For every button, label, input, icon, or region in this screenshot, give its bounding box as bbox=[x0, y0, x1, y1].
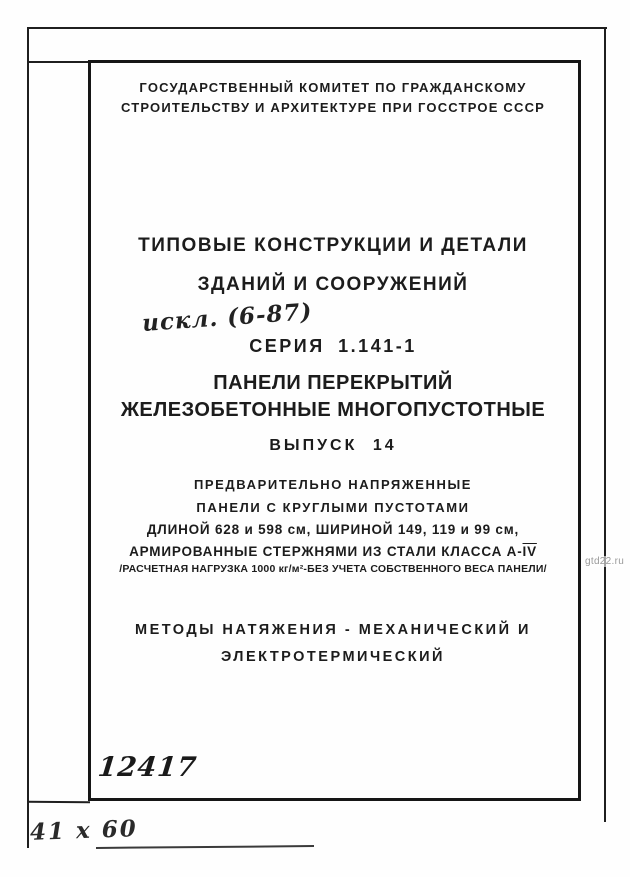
content-frame bbox=[88, 60, 581, 801]
dimensions-line: ДЛИНОЙ 628 и 598 см, ШИРИНОЙ 149, 119 и 99 см, bbox=[146, 522, 520, 537]
panel-description bbox=[91, 473, 575, 519]
reinforcement-text: АРМИРОВАННЫЕ СТЕРЖНЯМИ ИЗ СТАЛИ КЛАССА А- bbox=[129, 544, 523, 559]
title-line2: ЗДАНИЙ И СООРУЖЕНИЙ bbox=[197, 274, 469, 295]
panel-dimensions bbox=[91, 519, 575, 563]
header-strip-line-top bbox=[27, 61, 90, 63]
title-line1: ТИПОВЫЕ КОНСТРУКЦИИ И ДЕТАЛИ bbox=[138, 235, 528, 256]
description-line1: ПРЕДВАРИТЕЛЬНО НАПРЯЖЕННЫЕ bbox=[193, 477, 473, 492]
watermark-text: gtd22.ru bbox=[585, 556, 625, 567]
subject-line1: ПАНЕЛИ ПЕРЕКРЫТИЙ bbox=[213, 372, 453, 394]
series-label: СЕРИЯ 1.141-1 bbox=[249, 336, 417, 356]
document-title bbox=[91, 226, 575, 304]
header-strip-line-bottom bbox=[27, 801, 90, 803]
description-line2: ПАНЕЛИ С КРУГЛЫМИ ПУСТОТАМИ bbox=[196, 500, 470, 515]
outer-border-right bbox=[604, 27, 606, 822]
issue-label: ВЫПУСК 14 bbox=[269, 437, 397, 454]
org-line1: ГОСУДАРСТВЕННЫЙ КОМИТЕТ ПО ГРАЖДАНСКОМУ bbox=[139, 80, 527, 95]
org-line2: СТРОИТЕЛЬСТВУ И АРХИТЕКТУРЕ ПРИ ГОССТРОЕ СССР bbox=[120, 100, 546, 115]
document-number: 12417 bbox=[96, 752, 199, 783]
tensioning-methods bbox=[91, 617, 575, 671]
subject-line2: ЖЕЛЕЗОБЕТОННЫЕ МНОГОПУСТОТНЫЕ bbox=[120, 399, 546, 421]
issuing-organization bbox=[91, 78, 575, 118]
subject-title bbox=[91, 370, 575, 424]
outer-border-top bbox=[27, 27, 607, 29]
handwritten-exclusion-note: искл. (6-87) bbox=[141, 298, 314, 337]
handwritten-format-note: 41 х 60 bbox=[29, 815, 139, 846]
design-load-note: /РАСЧЕТНАЯ НАГРУЗКА 1000 кг/м²-БЕЗ УЧЕТА СОБСТВЕННОГО ВЕСА ПАНЕЛИ/ bbox=[119, 563, 547, 575]
outer-border-left bbox=[27, 27, 29, 848]
steel-class-overlined: $\overline{IV}$ bbox=[522, 544, 537, 559]
format-note-underline bbox=[96, 845, 314, 849]
methods-line2: ЭЛЕКТРОТЕРМИЧЕСКИЙ bbox=[221, 649, 445, 665]
reinforcement-line bbox=[91, 541, 575, 563]
methods-line1: МЕТОДЫ НАТЯЖЕНИЯ - МЕХАНИЧЕСКИЙ И bbox=[135, 622, 531, 638]
